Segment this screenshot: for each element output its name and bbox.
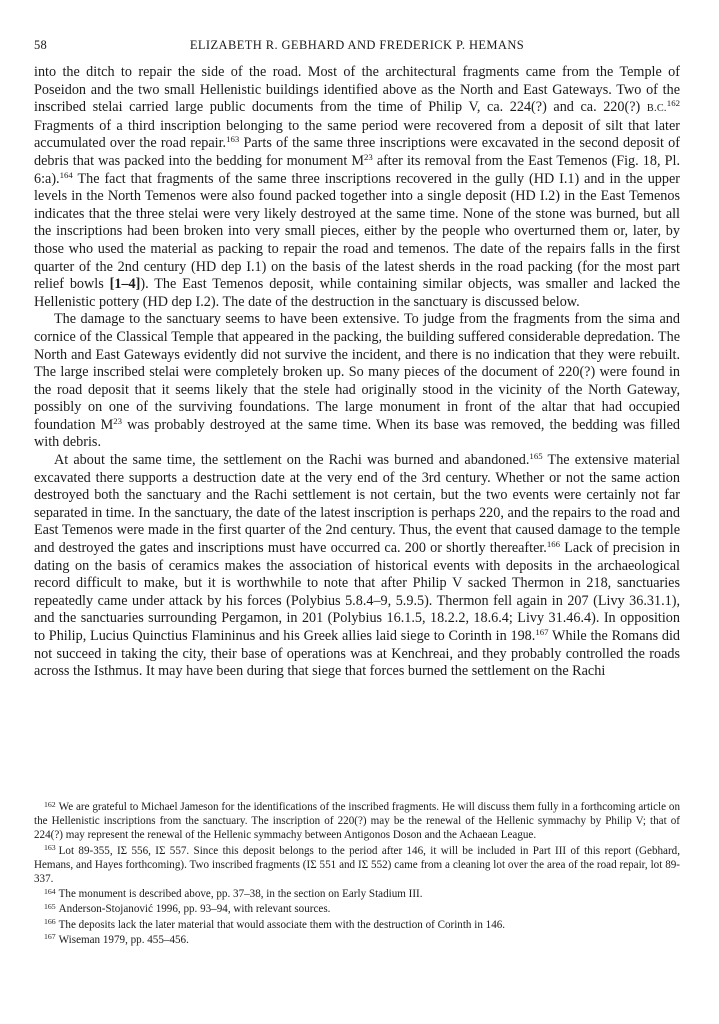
running-head: ELIZABETH R. GEBHARD AND FREDERICK P. HEMANS [189,38,525,52]
paragraph-1: into the ditch to repair the side of the road. Most of the architectural fragments came from the Temple of Poseidon and the two small Hellenistic buildings identified above as the North and East Gateways. Two of the inscribed stelai carried large public documents from the time of Philip V, ca. 224(?) and ca. 220(?) B.C.$^{162}$ Fragments of a third inscription belonging to the same period were recovered from a deposit of silt that later accumulated over the road repair.$^{163}$ Parts of the same three inscriptions were excavated in the second deposit of debris that was packed into the bedding for monument $M^{23}$ after its removal from the East Temenos (Fig. 18, Pl. 6:a).$^{164}$ The fact that fragments of the same three inscriptions recovered in the gully (HD I.1) and in the upper levels in the North Temenos were also found packed together into a single deposit (HD I.2) in the East Temenos indicates that the three stelai were very likely destroyed at the same time. None of the stone was burned, but all the inscriptions had been broken into very small pieces, either by the people who overturned them or, later, by those who used the material as packing to repair the road and temenos. The date of the repairs falls in the first quarter of the 2nd century (HD dep I.1) on the basis of the latest sherds in the road packing (for the most part relief bowls [1–4]). The East Temenos deposit, while containing similar objects, was smaller and lacked the Hellenistic pottery (HD dep I.2). The date of the destruction in the sanctuary is discussed below. [34,64,681,310]
footnote [34,800,680,843]
footnote-ref-162[interactable]: 162 [666,98,680,109]
footnote-ref-166[interactable]: 166 [546,539,561,550]
footnote-text: The monument is described above, pp. 37–38, in the section on Early Stadium III. [58,888,423,901]
footnote-text: Wiseman 1979, pp. 455–456. [58,933,189,946]
footnote-text: The deposits lack the later material that would associate them with the destruction of Corinth in 146. [58,918,506,931]
footnote-ref-167[interactable]: 167 [535,627,549,638]
catalogue-reference: [1–4] [109,276,141,293]
footnote-text: We are grateful to Michael Jameson for the identifications of the inscribed fragments. He will discuss them fully in a forthcoming article on the Hellenistic inscriptions from the sanctuary. The inscription of 220(?) may be the renewal of the Hellenic symmachy by Philip V; that of 224(?) may represent the renewal of the Hellenic symmachy between Antigonos Doson and the Achaean League. [34,801,680,842]
paragraph-3: At about the same time, the settlement on the Rachi was burned and abandoned.$^{165}$ The extensive material excavated there supports a destruction date at the very end of the 3rd century. Whether or not the same action destroyed both the sanctuary and the Rachi settlement is not certain, but the two events were certainly not far separated in time. In the sanctuary, the date of the latest inscription is perhaps 220, and the repairs to the road and East Temenos were made in the first quarter of the 2nd century. Thus, the event that caused damage to the temple and destroyed the gates and inscriptions must have occurred ca. 200 or shortly thereafter.$^{166}$ Lack of precision in dating on the basis of ceramics makes the association of historical events with deposits in the archaeological record difficult to make, but it is worthwhile to note that after Philip V sacked Thermon in 218, sanctuaries repeatedly came under attack by his forces (Polybius 5.8.4–9, 5.9.5). Thermon fell again in 207 (Livy 36.31.1), and the sanctuaries surrounding Pergamon, in 201 (Polybius 16.1.5, 18.2.2, 18.6.4; Livy 31.46.4). In opposition to Philip, Lucius Quinctius Flamininus and his Greek allies laid siege to Corinth in 198.$^{167}$ While the Romans did not succeed in taking the city, their base of operations was at Kenchreai, and they probably controlled the roads across the Isthmus. It may have been during that siege that forces burned the settlement on the Rachi [34,451,681,680]
footnote-number: 164 [44,886,56,896]
footnote-text: Anderson-Stojanović 1996, pp. 93–94, with relevant sources. [58,903,331,916]
footnote [34,844,680,887]
footnote [34,933,680,947]
footnote-ref-165[interactable]: 165 [529,451,543,462]
footnotes [34,800,680,948]
footnote-ref-163[interactable]: 163 [226,134,240,145]
footnote [34,918,680,932]
paragraph-2: The damage to the sanctuary seems to have been extensive. To judge from the fragments from the sima and cornice of the Classical Temple that appeared in the packing, the building suffered considerable depredation. The North and East Gateways evidently did not survive the incident, and there is no indication that they were rebuilt. The large inscribed stelai were completely broken up. So many pieces of the document of 220(?) were found in the road deposit that it seems likely that the stele had originally stood in the vicinity of the North Gateway, possibly on one of the surviving foundations. The large monument in front of the altar that had occupied foundation $M^{23}$ was probably destroyed at the same time. When its base was removed, the bedding was filled with debris. [34,311,680,451]
monument-superscript: 23 [113,416,123,427]
footnote-number: 167 [44,932,56,942]
footnote [34,902,680,916]
footnote-number: 166 [44,917,56,927]
page-number: 58 [34,38,47,52]
footnote-text: Lot 89-355, IΣ 556, IΣ 557. Since this deposit belongs to the period after 146, it will be included in Part III of this report (Gebhard, Hemans, and Hayes forthcoming). Two inscribed fragments (IΣ 551 and IΣ 552) came from a cleaning lot over the area of the road repair, lot 89-337. [34,844,680,886]
page-header [34,38,680,56]
footnote-ref-164[interactable]: 164 [59,169,73,180]
footnote-number: 165 [44,901,56,911]
footnote-number: 163 [44,843,56,853]
era-abbreviation: B.C. [646,103,667,115]
footnote [34,887,680,901]
monument-superscript: 23 [363,152,373,163]
body-text [34,64,680,681]
footnote-number: 162 [44,799,56,809]
